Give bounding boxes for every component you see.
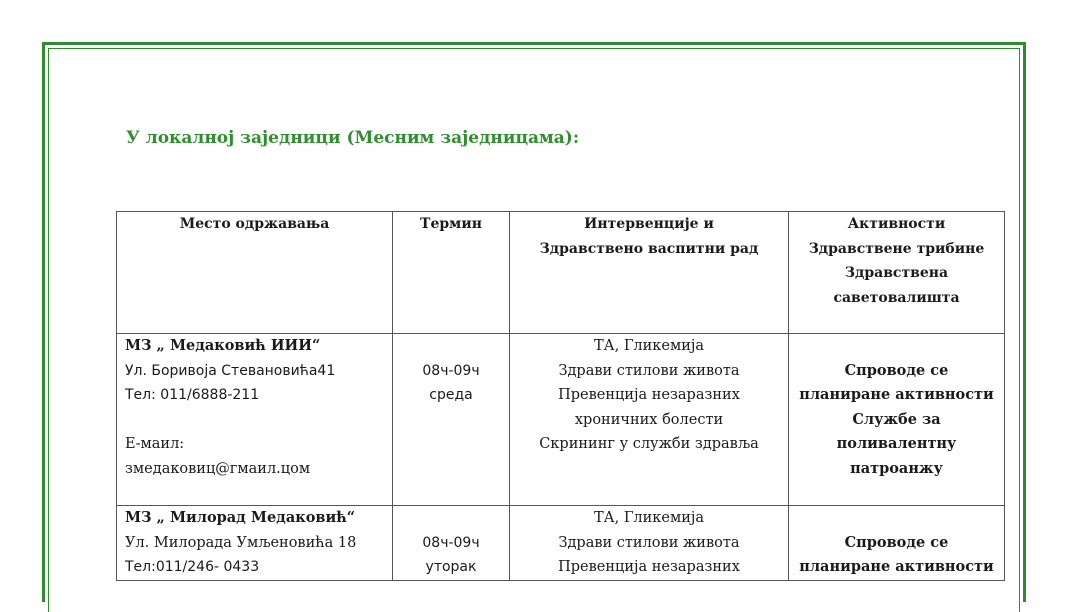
header-interventions-line: Здравствено васпитни рад — [539, 240, 759, 257]
term-cell — [393, 334, 510, 506]
intervention-item: Здрави стилови живота — [558, 362, 740, 379]
header-activities-line: Активности — [847, 216, 946, 232]
activity-item: Службе за — [852, 410, 941, 428]
activity-item: планиране активности — [799, 386, 994, 403]
intervention-item: ТА, Гликемија — [593, 510, 705, 526]
table-row — [117, 506, 1005, 581]
intervention-item: Здрави стилови живота — [558, 534, 740, 551]
table-header-row — [117, 212, 1005, 334]
header-interventions — [510, 212, 789, 334]
interventions-cell — [510, 334, 789, 506]
term-day: уторак — [425, 559, 477, 575]
activity-item: Спроводе се — [844, 533, 949, 551]
header-interventions-line: Интервенције и — [584, 216, 714, 232]
term-cell — [393, 506, 510, 581]
place-phone: Тел:011/246- 0433 — [125, 559, 260, 575]
activity-item: патроанжу — [850, 459, 943, 477]
email-label: Е-маил: — [125, 436, 185, 452]
intervention-item: Скрининг у служби здравља — [539, 436, 759, 452]
header-place: Место одржавања — [117, 212, 393, 334]
place-name: МЗ „ Медаковић ИИИ“ — [125, 337, 321, 354]
activities-cell — [789, 506, 1005, 581]
term-time: 08ч-09ч — [422, 362, 480, 379]
place-cell — [117, 506, 393, 581]
term-time: 08ч-09ч — [422, 534, 480, 551]
activity-item: Спроводе се — [844, 361, 949, 379]
header-activities — [789, 212, 1005, 334]
header-term: Термин — [393, 212, 510, 334]
intervention-item: Превенција незаразних — [558, 559, 740, 575]
header-activities-line: саветовалишта — [833, 289, 960, 306]
intervention-item: Превенција незаразних — [558, 387, 740, 403]
place-cell — [117, 334, 393, 506]
email-address: змедаковиц@гмаил.цом — [125, 460, 311, 477]
place-phone: Тел: 011/6888-211 — [125, 387, 260, 403]
table-row — [117, 334, 1005, 506]
intervention-item: ТА, Гликемија — [593, 338, 705, 354]
schedule-table — [116, 211, 1005, 581]
place-name: МЗ „ Милорад Медаковић“ — [125, 509, 356, 526]
section-heading: У локалној заједници (Месним заједницама): — [126, 128, 580, 148]
intervention-item: хроничних болести — [574, 411, 724, 428]
activity-item: планиране активности — [799, 558, 994, 575]
place-address: Ул. Боривоја Стевановића41 — [125, 362, 336, 379]
activities-cell — [789, 334, 1005, 506]
header-activities-line: Здравствене трибине — [808, 240, 985, 257]
activity-item: поливалентну — [836, 435, 957, 452]
term-day: среда — [429, 387, 473, 403]
place-address: Ул. Милорада Умљеновића 18 — [125, 534, 357, 551]
interventions-cell — [510, 506, 789, 581]
header-activities-line: Здравствена — [844, 265, 949, 281]
